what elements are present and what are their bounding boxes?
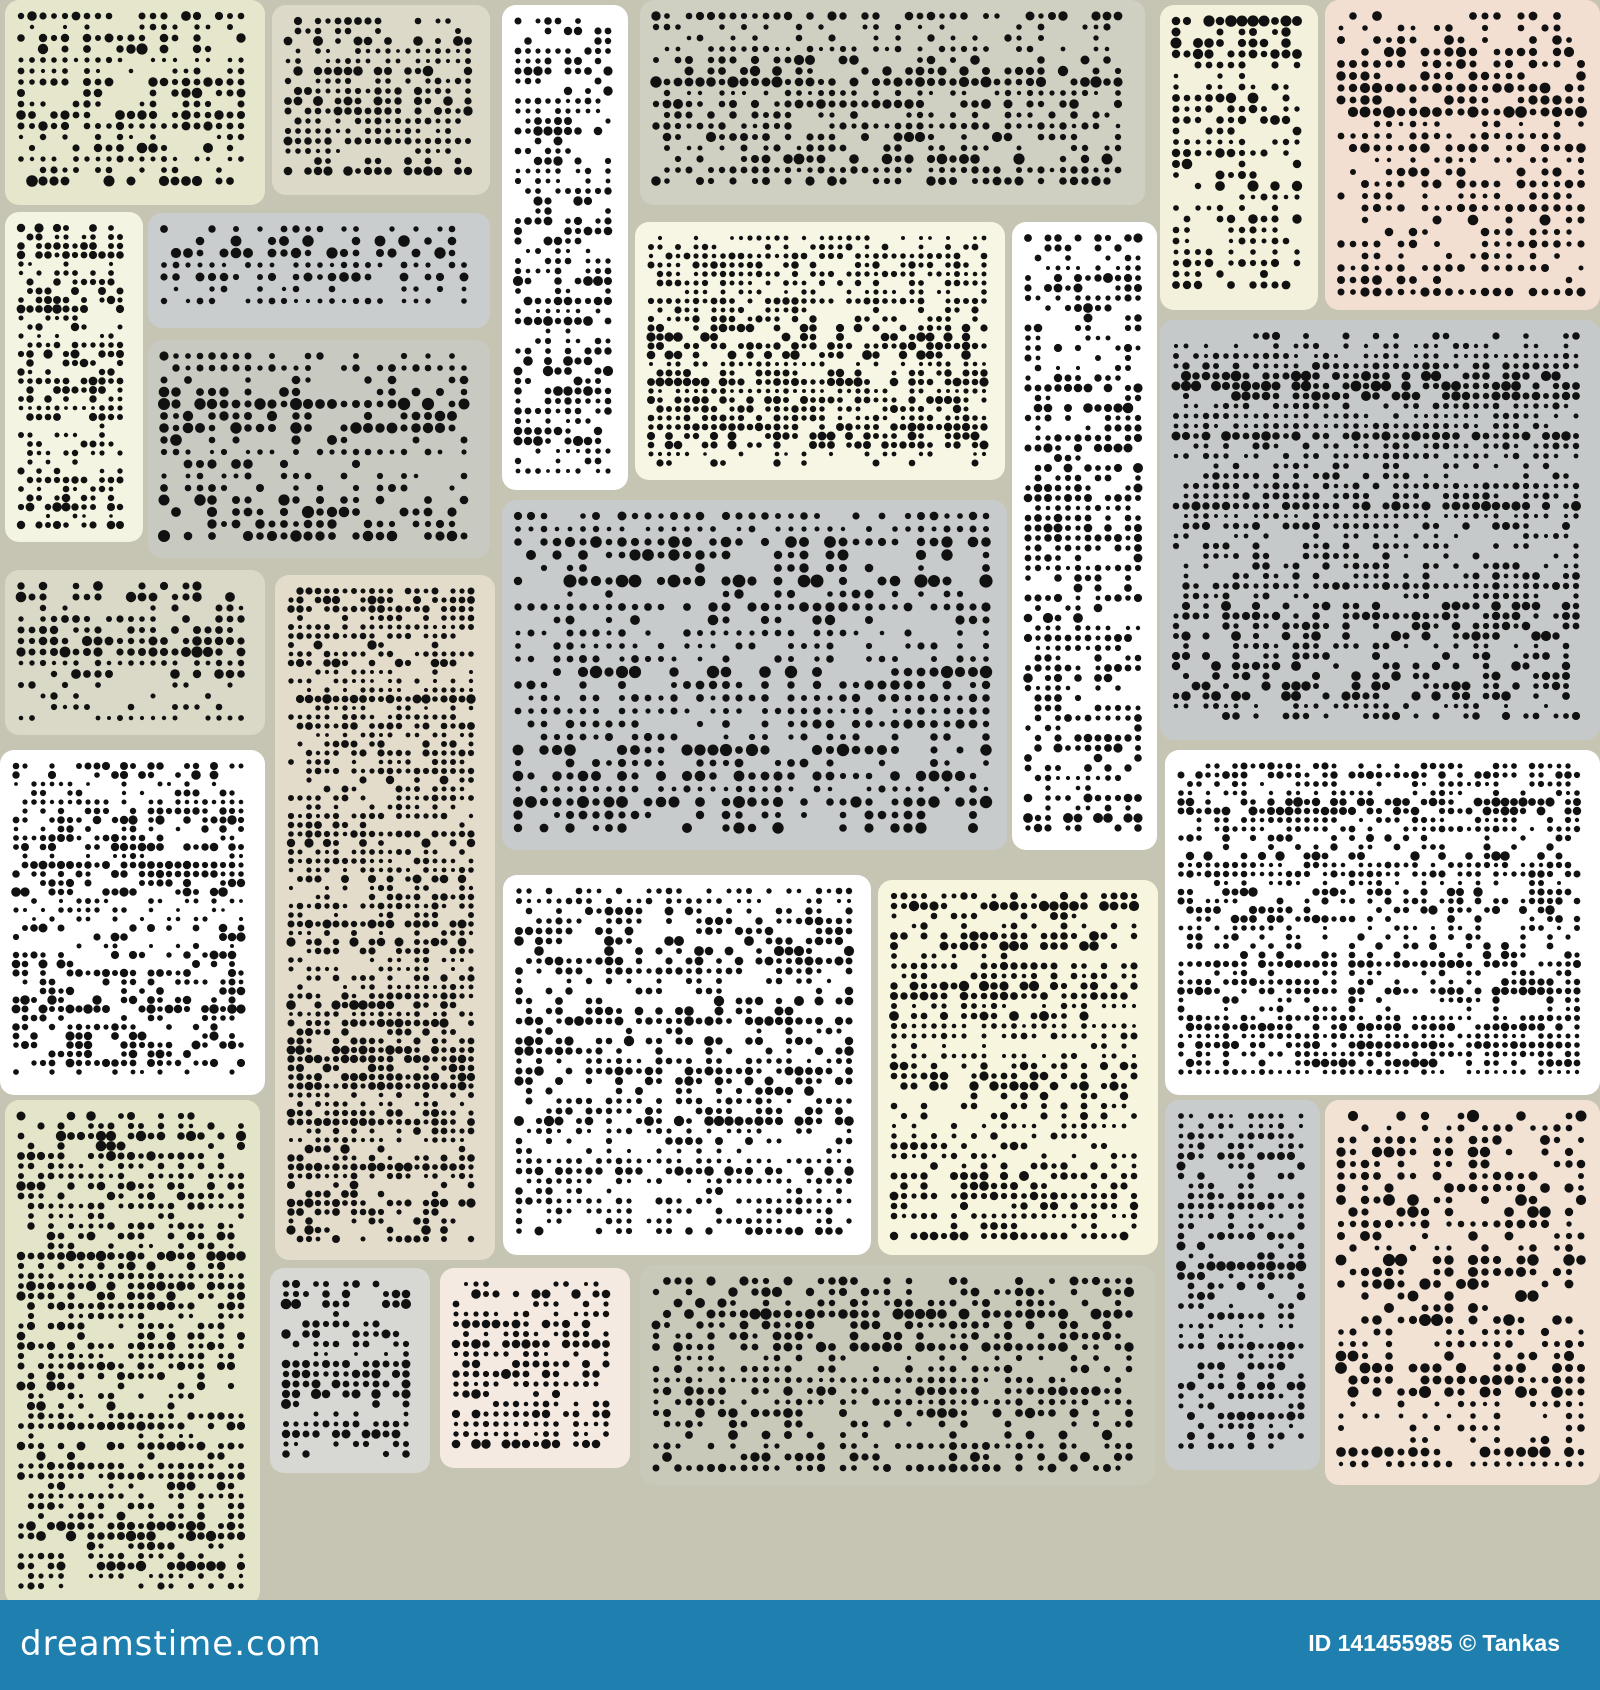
scrap-4 (640, 0, 1145, 205)
halftone-text-dots (1325, 0, 1600, 310)
scrap-10 (635, 222, 1005, 480)
halftone-text-dots (1160, 5, 1318, 310)
halftone-text-dots (270, 1268, 430, 1473)
scrap-25 (1325, 1100, 1600, 1485)
halftone-text-dots (275, 575, 495, 1260)
scrap-17 (503, 875, 871, 1255)
halftone-text-dots (5, 212, 143, 542)
image-id-credit: ID 141455985 © Tankas (1308, 1630, 1560, 1656)
halftone-text-dots (502, 5, 628, 490)
halftone-text-dots (878, 880, 1158, 1255)
halftone-text-dots (1165, 750, 1600, 1095)
halftone-text-dots (1325, 1100, 1600, 1485)
halftone-text-dots (640, 0, 1145, 205)
scrap-24 (1165, 1100, 1320, 1470)
halftone-text-dots (148, 213, 490, 328)
scrap-20 (5, 1100, 260, 1600)
halftone-text-dots (272, 5, 490, 195)
halftone-text-dots (148, 340, 490, 558)
halftone-text-dots (640, 1265, 1155, 1485)
halftone-text-dots (0, 750, 265, 1095)
scrap-8 (148, 213, 490, 328)
stock-photo-footer-bar (0, 1600, 1600, 1690)
halftone-text-dots (440, 1268, 630, 1468)
scrap-23 (640, 1265, 1155, 1485)
halftone-text-dots (635, 222, 1005, 480)
scrap-21 (270, 1268, 430, 1473)
halftone-text-dots (502, 500, 1007, 850)
halftone-text-dots (5, 570, 265, 735)
dreamstime-logo: dreamstime.com (20, 1624, 322, 1664)
scrap-13 (5, 570, 265, 735)
scrap-22 (440, 1268, 630, 1468)
halftone-text-dots (503, 875, 871, 1255)
scrap-7 (5, 212, 143, 542)
scrap-1 (5, 0, 265, 205)
halftone-text-dots (1012, 222, 1157, 850)
scrap-3 (502, 5, 628, 490)
scrap-5 (1160, 5, 1318, 310)
halftone-text-dots (5, 1100, 260, 1600)
halftone-text-dots (5, 0, 265, 205)
scrap-16 (0, 750, 265, 1095)
scrap-2 (272, 5, 490, 195)
scrap-6 (1325, 0, 1600, 310)
scrap-19 (1165, 750, 1600, 1095)
halftone-text-dots (1165, 1100, 1320, 1470)
halftone-text-dots (1160, 320, 1600, 740)
scrap-12 (1160, 320, 1600, 740)
scrap-11 (1012, 222, 1157, 850)
scrap-9 (148, 340, 490, 558)
scrap-15 (502, 500, 1007, 850)
scrap-18 (878, 880, 1158, 1255)
scrap-14 (275, 575, 495, 1260)
